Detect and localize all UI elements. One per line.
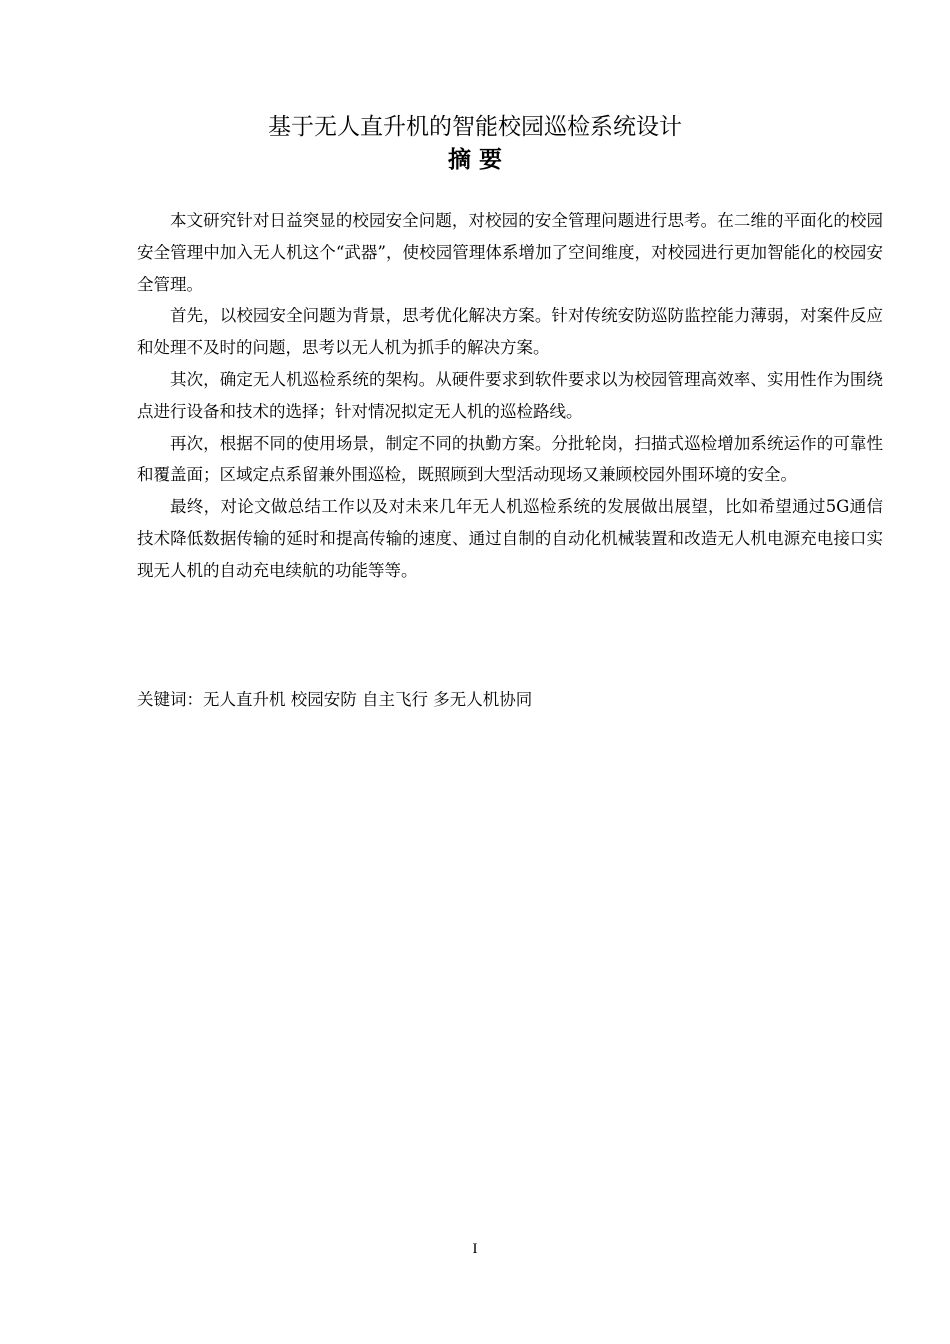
abstract-paragraph-5: 最终，对论文做总结工作以及对未来几年无人机巡检系统的发展做出展望，比如希望通过5G通信技术降低数据传输的延时和提高传输的速度、通过自制的自动化机械装置和改造无人机电源充电接口实现无人机的自动充电续航的功能等等。 — [137, 497, 883, 580]
abstract-heading: 摘 要 — [447, 147, 502, 173]
paper-title: 基于无人直升机的智能校园巡检系统设计 — [268, 114, 682, 140]
keywords-line: 关键词：无人直升机 校园安防 自主飞行 多无人机协同 — [137, 690, 533, 709]
abstract-paragraph-3: 其次，确定无人机巡检系统的架构。从硬件要求到软件要求以为校园管理高效率、实用性作为围绕点进行设备和技术的选择；针对情况拟定无人机的巡检路线。 — [137, 369, 883, 421]
abstract-paragraph-1: 本文研究针对日益突显的校园安全问题，对校园的安全管理问题进行思考。在二维的平面化的校园安全管理中加入无人机这个“武器”，使校园管理体系增加了空间维度，对校园进行更加智能化的校园安全管理。 — [137, 211, 883, 294]
page-number: I — [472, 1241, 478, 1257]
abstract-body — [137, 205, 883, 587]
abstract-paragraph-2: 首先，以校园安全问题为背景，思考优化解决方案。针对传统安防巡防监控能力薄弱，对案件反应和处理不及时的问题，思考以无人机为抓手的解决方案。 — [137, 306, 883, 358]
abstract-paragraph-4: 再次，根据不同的使用场景，制定不同的执勤方案。分批轮岗，扫描式巡检增加系统运作的可靠性和覆盖面；区域定点系留兼外围巡检，既照顾到大型活动现场又兼顾校园外围环境的安全。 — [137, 433, 883, 485]
